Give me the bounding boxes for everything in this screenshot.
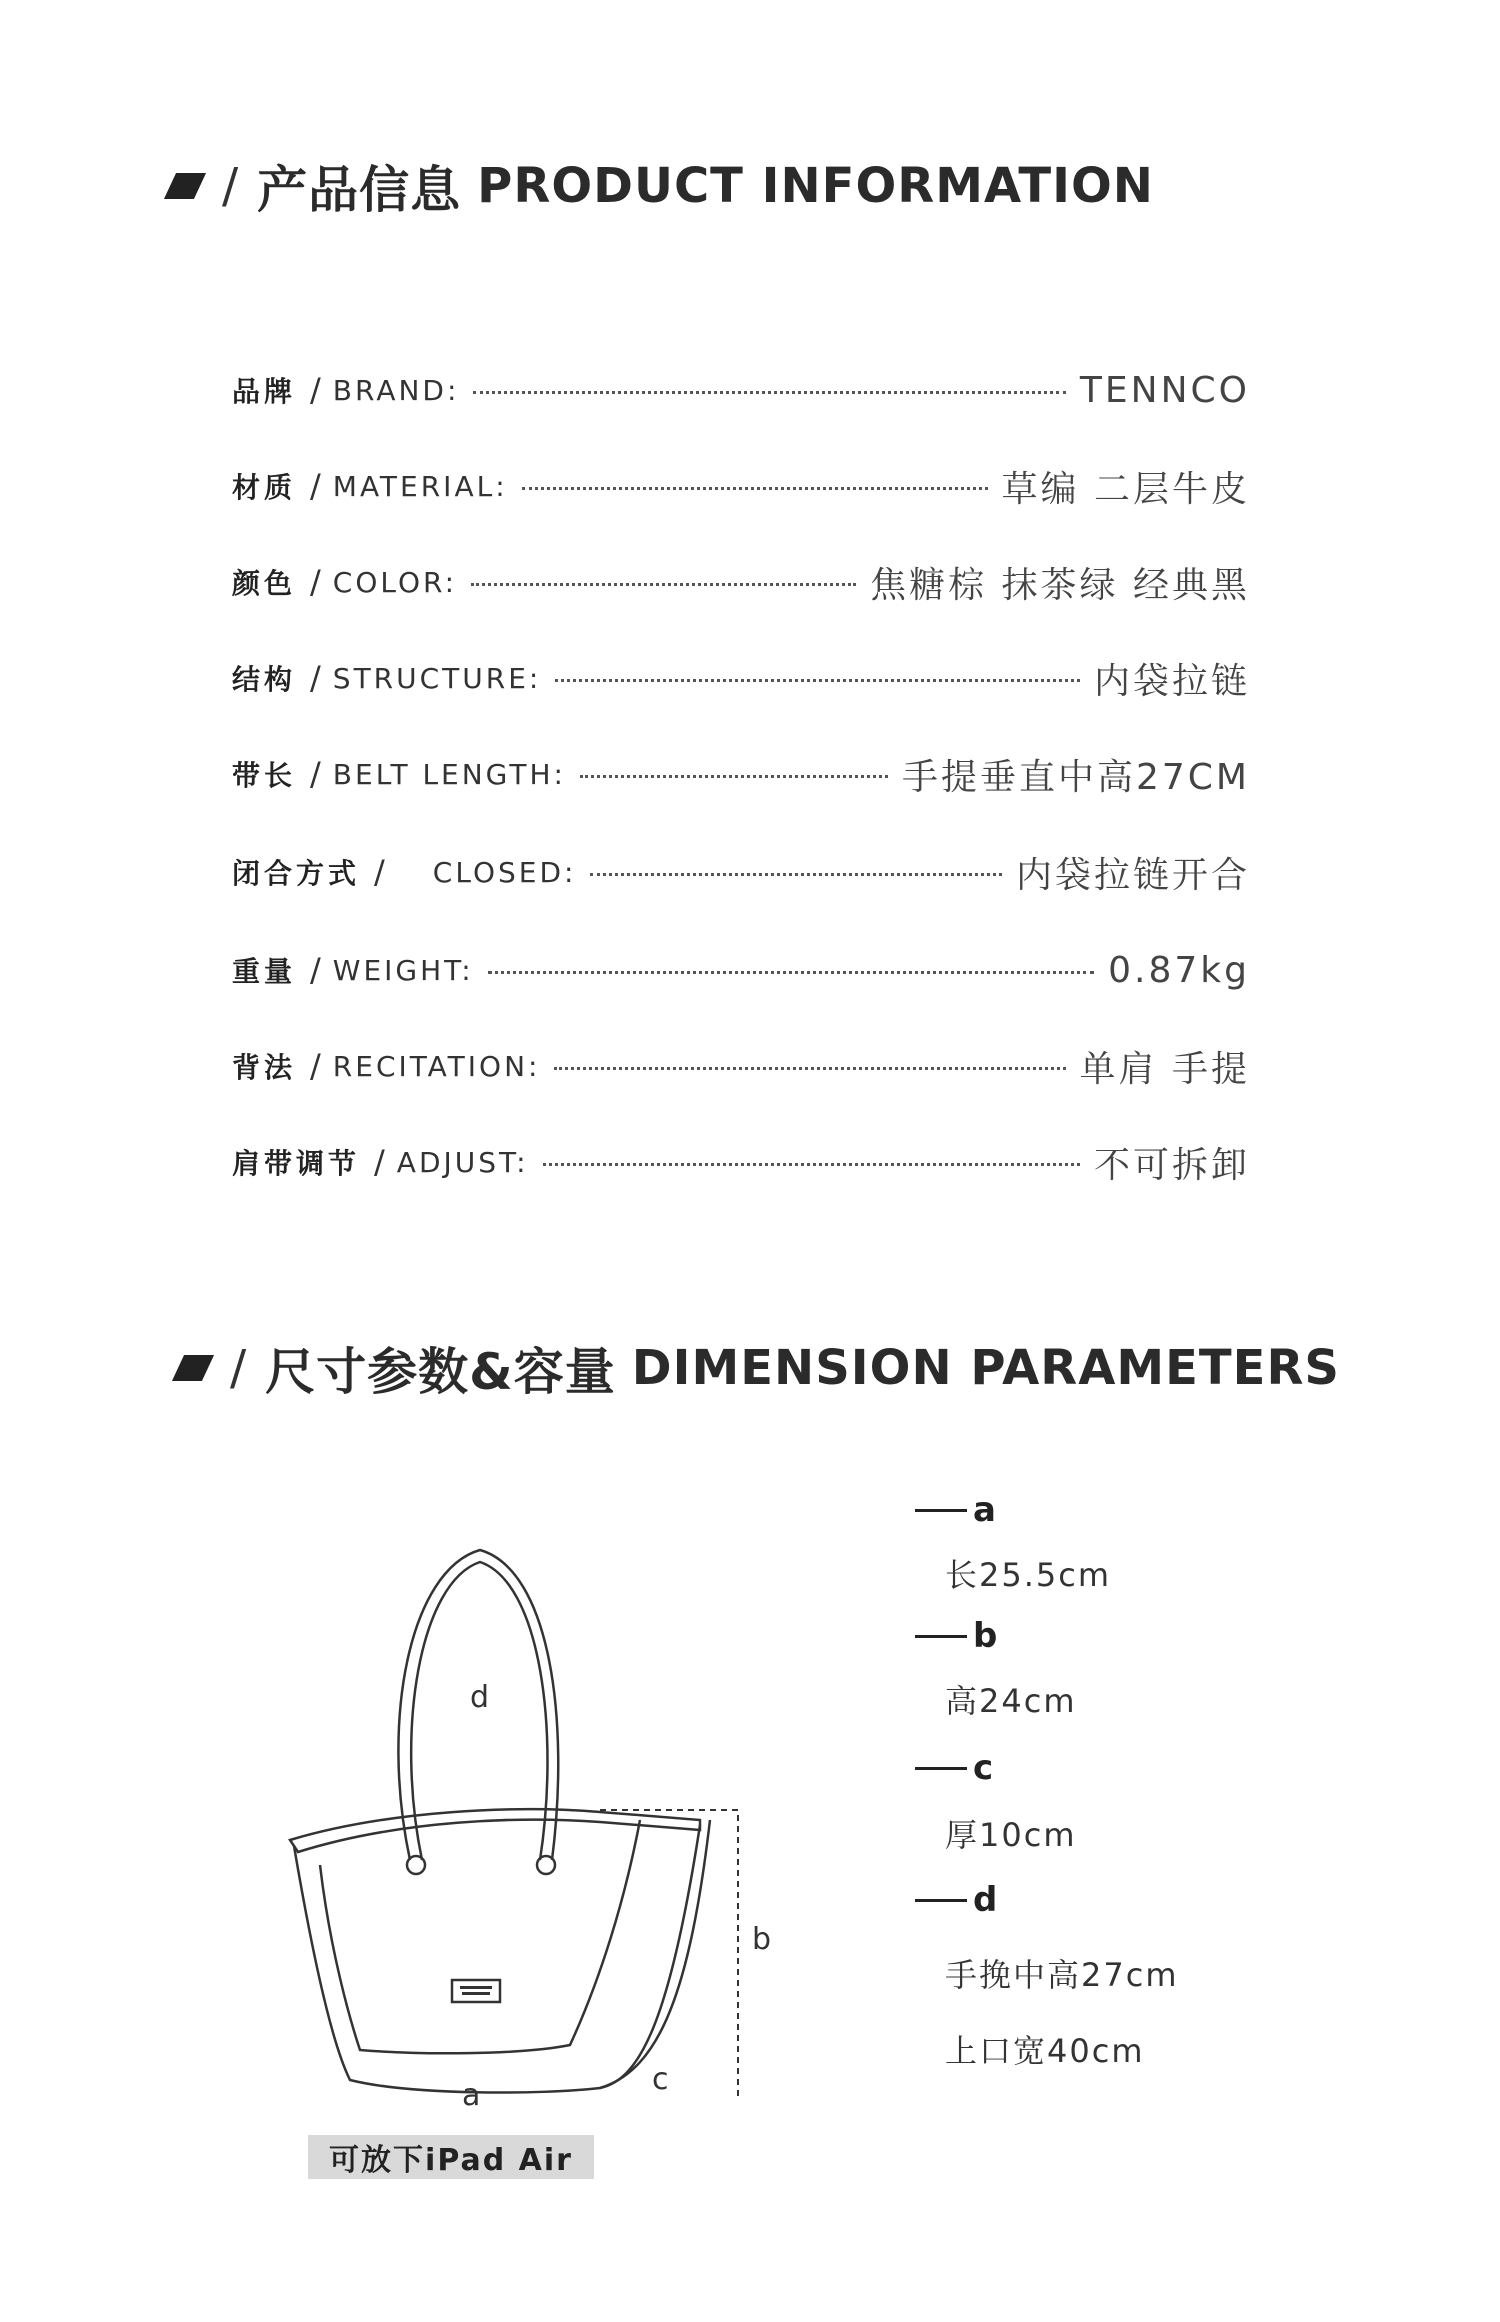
dim-key-b: b: [915, 1616, 997, 1656]
row-label-cn: 品牌: [232, 375, 297, 408]
dotted-leader: [488, 971, 1094, 974]
product-info-title-en: PRODUCT INFORMATION: [477, 158, 1154, 214]
dim-value-d-2: 上口宽40cm: [945, 2032, 1145, 2070]
dimension-title: / 尺寸参数&容量 DIMENSION PARAMETERS: [178, 1332, 1340, 1404]
row-label-cn: 带长: [232, 759, 297, 792]
product-info-title: / 产品信息 PRODUCT INFORMATION: [170, 150, 1154, 222]
diagram-label-d: d: [470, 1680, 490, 1715]
row-label-en: COLOR:: [332, 565, 458, 599]
dim-value-a: 长25.5cm: [945, 1556, 1112, 1594]
section-mark-icon: [172, 1355, 214, 1381]
row-label-cn: 重量: [232, 955, 297, 988]
dimension-title-en: DIMENSION PARAMETERS: [631, 1340, 1340, 1396]
row-label-en: CLOSED:: [432, 855, 577, 889]
row-label-cn: 闭合方式: [232, 857, 361, 890]
rivet-left-icon: [407, 1856, 425, 1874]
dotted-leader: [543, 1163, 1080, 1166]
info-row-closed: 闭合方式 / CLOSED: 内袋拉链开合: [232, 842, 1250, 902]
dash-icon: [915, 1899, 967, 1902]
section-mark-icon: [164, 173, 206, 199]
dim-value-d-1: 手挽中高27cm: [945, 1956, 1179, 1994]
diagram-label-c: c: [652, 2062, 669, 2097]
dotted-leader: [555, 679, 1080, 682]
info-row-color: 颜色 / COLOR: 焦糖棕 抹茶绿 经典黑: [232, 552, 1250, 612]
bag-diagram: [270, 1520, 1030, 2100]
dotted-leader: [580, 775, 888, 778]
dash-icon: [915, 1767, 967, 1770]
dim-key-a: a: [915, 1490, 996, 1530]
info-row-weight: 重量 / WEIGHT: 0.87kg: [232, 949, 1250, 991]
row-label-en: BELT LENGTH:: [332, 757, 566, 791]
row-label-cn: 肩带调节: [232, 1147, 361, 1180]
rivet-right-icon: [537, 1856, 555, 1874]
bag-panel: [320, 1820, 640, 2053]
info-row-adjust: 肩带调节 / ADJUST: 不可拆卸: [232, 1132, 1250, 1192]
row-label-cn: 背法: [232, 1051, 297, 1084]
row-label-en: MATERIAL:: [332, 469, 508, 503]
info-row-brand: 品牌 / BRAND: TENNCO: [232, 369, 1250, 411]
info-row-structure: 结构 / STRUCTURE: 内袋拉链: [232, 648, 1250, 708]
dimension-title-cn: 尺寸参数&容量: [265, 1343, 616, 1401]
row-label-en: RECITATION:: [332, 1049, 541, 1083]
diagram-label-b: b: [752, 1922, 772, 1957]
dim-value-b: 高24cm: [945, 1682, 1077, 1720]
info-row-belt-length: 带长 / BELT LENGTH: 手提垂直中高27CM: [232, 744, 1250, 804]
dim-key-c: c: [915, 1748, 993, 1788]
row-value: 内袋拉链: [1093, 660, 1250, 702]
product-info-title-cn: 产品信息: [257, 161, 462, 219]
dotted-leader: [554, 1067, 1065, 1070]
dash-icon: [915, 1635, 967, 1638]
logo-tag-icon: [452, 1980, 500, 2002]
dash-icon: [915, 1509, 967, 1512]
row-label-en: ADJUST:: [396, 1145, 529, 1179]
row-value: TENNCO: [1079, 369, 1250, 411]
dotted-leader: [471, 583, 856, 586]
dim-value-c: 厚10cm: [945, 1816, 1077, 1854]
dotted-leader: [473, 391, 1066, 394]
row-value: 焦糖棕 抹茶绿 经典黑: [870, 564, 1250, 606]
row-value: 手提垂直中高27CM: [901, 756, 1250, 798]
dim-line-b: [590, 1810, 738, 2100]
row-label-cn: 结构: [232, 663, 297, 696]
row-value: 0.87kg: [1108, 949, 1250, 991]
dotted-leader: [590, 873, 1002, 876]
row-label-en: BRAND:: [332, 373, 460, 407]
row-label-en: WEIGHT:: [332, 953, 474, 987]
row-label-cn: 颜色: [232, 567, 297, 600]
row-label-cn: 材质: [232, 471, 297, 504]
row-label-en: STRUCTURE:: [332, 661, 542, 695]
row-value: 单肩 手提: [1079, 1048, 1250, 1090]
row-value: 内袋拉链开合: [1015, 854, 1250, 896]
info-row-recitation: 背法 / RECITATION: 单肩 手提: [232, 1036, 1250, 1096]
dotted-leader: [522, 487, 988, 490]
row-value: 不可拆卸: [1093, 1144, 1250, 1186]
info-row-material: 材质 / MATERIAL: 草编 二层牛皮: [232, 456, 1250, 516]
dim-key-d: d: [915, 1880, 997, 1920]
ipad-badge: 可放下iPad Air: [308, 2135, 594, 2179]
diagram-label-a: a: [462, 2078, 481, 2113]
row-value: 草编 二层牛皮: [1001, 468, 1250, 510]
